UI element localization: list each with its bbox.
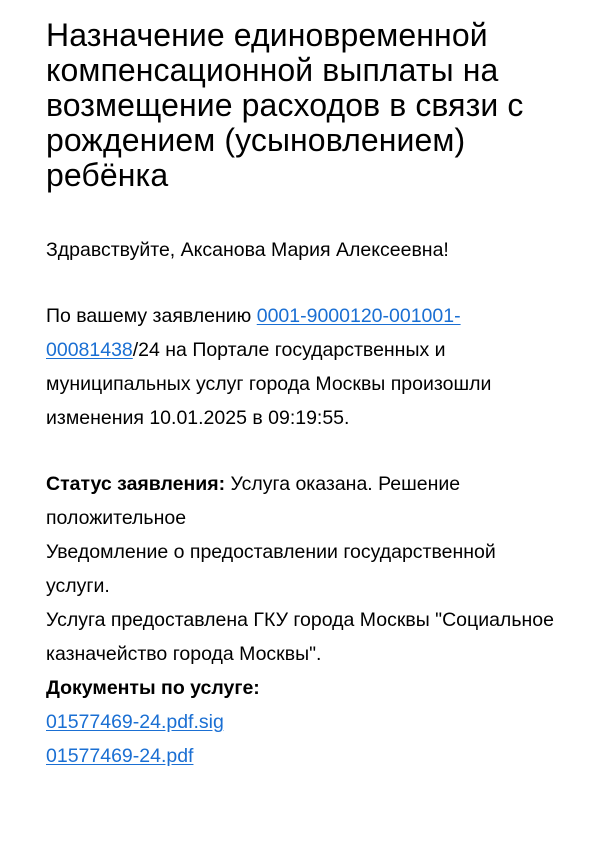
document-link-pdf[interactable]: 01577469-24.pdf (46, 745, 194, 767)
documents-label: Документы по услуге: (46, 677, 260, 699)
document-link-sig[interactable]: 01577469-24.pdf.sig (46, 711, 224, 733)
application-number-link[interactable]: 0001-9000120-001001-00081438 (46, 305, 461, 361)
documents-list (46, 705, 554, 773)
application-change-notice (46, 299, 554, 435)
status-notice: Уведомление о предоставлении государственной услуги. (46, 541, 496, 597)
application-number-suffix: /24 (132, 339, 160, 361)
application-change-text: на Портале государственных и муниципальных услуг города Москвы произошли изменения 10.01.2025 в 09:19:55. (46, 339, 492, 429)
documents-label-row (46, 671, 554, 705)
page-title: Назначение единовременной компенсационной выплаты на возмещение расходов в связи с рождением (усыновлением) ребёнка (46, 17, 524, 193)
status-section (46, 467, 554, 535)
service-provider: Услуга предоставлена ГКУ города Москвы "Социальное казначейство города Москвы". (46, 609, 554, 665)
application-prefix: По вашему заявлению (46, 305, 257, 327)
greeting-text: Здравствуйте, Аксанова Мария Алексеевна! (46, 239, 449, 261)
status-label: Статус заявления: (46, 473, 226, 495)
status-value: Услуга оказана. Решение положительное (46, 473, 461, 529)
